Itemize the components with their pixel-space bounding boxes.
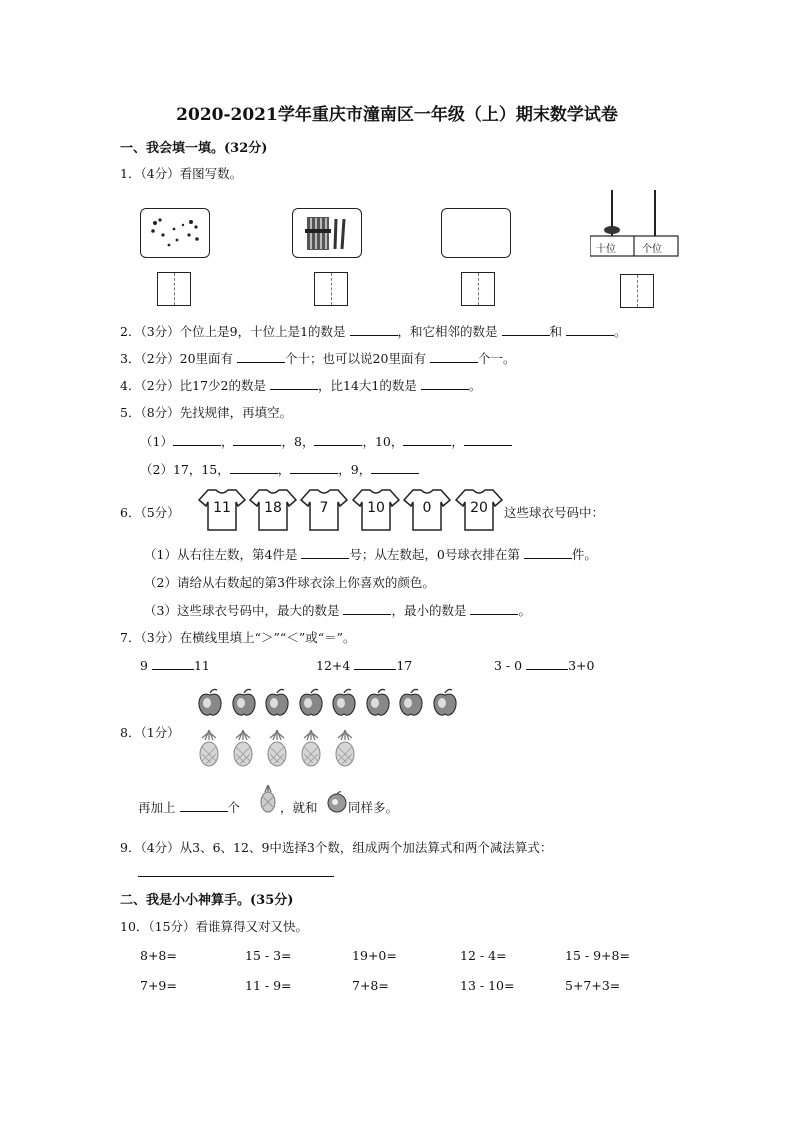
q8-c: ，就和 — [280, 800, 318, 815]
answer-box-4[interactable] — [620, 274, 654, 308]
q2-blank-2[interactable] — [502, 322, 550, 336]
question-7: 7．（3分）在横线里填上“＞”“＜”或“＝”。 — [120, 630, 356, 645]
q5-l1-blank-5[interactable] — [464, 432, 512, 446]
q7-blank-2[interactable] — [354, 656, 396, 670]
pineapple-icon — [258, 783, 278, 817]
q5-line1-prefix: （1） — [140, 434, 173, 449]
question-1: 1．（4分）看图写数。 — [120, 166, 243, 181]
q4-blank-1[interactable] — [270, 376, 318, 390]
shirt-icon — [300, 488, 348, 532]
q7-item-1 — [140, 656, 210, 673]
q5-l2-blank-3[interactable] — [371, 460, 419, 474]
q5-l1-blank-2[interactable] — [233, 432, 281, 446]
q7-blank-1[interactable] — [152, 656, 194, 670]
apple-icon — [230, 688, 258, 722]
abacus-picture — [590, 188, 680, 258]
calc-item: 12 - 4= — [460, 948, 507, 963]
abacus-label-tens: 十位 — [596, 244, 616, 255]
shirt-number: 11 — [213, 500, 231, 516]
question-3 — [120, 349, 515, 367]
question-9: 9．（4分）从3、6、12、9中选择3个数，组成两个加法算式和两个减法算式： — [120, 840, 553, 855]
q7-blank-3[interactable] — [526, 656, 568, 670]
sticks-picture — [292, 208, 362, 258]
apple-icon — [431, 688, 459, 722]
q3-text: 3．（2分）20里面有 — [120, 351, 234, 366]
section-heading-1: 一、我会填一填。(32分) — [120, 141, 268, 156]
q5-l2-n1: 17，15， — [172, 462, 230, 477]
pineapple-icon — [196, 728, 222, 772]
page-title: 2020-2021学年重庆市潼南区一年级（上）期末数学试卷 — [176, 105, 618, 125]
q5-l1-n1: 8 — [293, 434, 302, 449]
shirt-number: 0 — [422, 500, 432, 516]
q2-end: 。 — [614, 324, 627, 339]
q5-line-2: （2）17，15， ， ，9， — [140, 460, 419, 478]
q6-blank-3[interactable] — [343, 601, 391, 615]
q6-sub-1 — [144, 545, 597, 563]
pineapple-icon — [264, 728, 290, 772]
q3-mid: 个十；也可以说20里面有 — [285, 351, 426, 366]
question-4 — [120, 376, 481, 394]
pineapple-icon — [332, 728, 358, 772]
q6-blank-4[interactable] — [470, 601, 518, 615]
q2-blank-1[interactable] — [350, 322, 398, 336]
q9-answer-line[interactable] — [138, 876, 334, 877]
q6-s1c: 件。 — [571, 547, 597, 562]
q4-mid: ，比14大1的数是 — [318, 378, 417, 393]
apple-icon — [397, 688, 425, 722]
section-heading-2: 二、我是小小神算手。(35分) — [120, 893, 294, 908]
q7-right: 3+0 — [568, 658, 595, 673]
q6-blank-1[interactable] — [301, 545, 349, 559]
answer-box-3[interactable] — [461, 272, 495, 306]
shirt-icon — [249, 488, 297, 532]
q7-left: 3 - 0 — [494, 658, 523, 673]
calc-item: 8+8= — [140, 948, 177, 963]
answer-box-1[interactable] — [157, 272, 191, 306]
q2-text: 2．（3分）个位上是9，十位上是1的数是 — [120, 324, 346, 339]
q8-d: 同样多。 — [348, 800, 399, 815]
q3-end: 个一。 — [477, 351, 516, 366]
shirt-icon — [403, 488, 451, 532]
dots-picture — [140, 208, 210, 258]
q6-s3a: （3）这些球衣号码中，最大的数是 — [144, 603, 340, 618]
q3-blank-2[interactable] — [430, 349, 478, 363]
shirt-number: 18 — [264, 500, 282, 516]
calc-item: 15 - 3= — [245, 948, 292, 963]
apple-icon — [326, 791, 348, 817]
q6-blank-2[interactable] — [524, 545, 572, 559]
apple-icon — [263, 688, 291, 722]
q7-right: 17 — [396, 658, 413, 673]
calc-item: 11 - 9= — [245, 978, 292, 993]
calc-item: 7+9= — [140, 978, 177, 993]
calc-item: 15 - 9+8= — [565, 948, 630, 963]
shirt-number: 20 — [470, 500, 488, 516]
q8-blank[interactable] — [180, 798, 228, 812]
pineapple-icon — [230, 728, 256, 772]
q5-l2-blank-1[interactable] — [230, 460, 278, 474]
q8-a: 再加上 — [138, 800, 176, 815]
q7-left: 9 — [140, 658, 148, 673]
apple-icon — [297, 688, 325, 722]
q5-line2-prefix: （2） — [140, 462, 173, 477]
q7-right: 11 — [193, 658, 210, 673]
q5-l2-n2: 9 — [350, 462, 359, 477]
q4-end: 。 — [468, 378, 482, 393]
q7-item-2 — [316, 656, 412, 673]
apple-icon — [330, 688, 358, 722]
q3-blank-1[interactable] — [237, 349, 285, 363]
q6-s1b: 号；从左数起，0号球衣排在第 — [349, 547, 520, 562]
apple-icon — [196, 688, 224, 722]
q6-s1a: （1）从右往左数，第4件是 — [144, 547, 298, 562]
q8-answer-line — [138, 798, 240, 816]
q5-l2-blank-2[interactable] — [290, 460, 338, 474]
calc-item: 5+7+3= — [565, 978, 621, 993]
q7-item-3 — [494, 656, 594, 673]
q7-left: 12+4 — [316, 658, 351, 673]
q6-s3c: 。 — [518, 603, 531, 618]
q5-l1-blank-4[interactable] — [403, 432, 451, 446]
q6-sub-2: （2）请给从右数起的第3件球衣涂上你喜欢的颜色。 — [144, 575, 435, 590]
q4-blank-2[interactable] — [421, 376, 469, 390]
dots-icon — [141, 209, 209, 257]
q5-l1-blank-1[interactable] — [173, 432, 221, 446]
shirt-icon — [198, 488, 246, 532]
shirt-number: 7 — [319, 500, 329, 516]
question-5: 5．（8分）先找规律，再填空。 — [120, 405, 293, 420]
shirt-icon — [455, 488, 503, 532]
q2-mid: ，和它相邻的数是 — [397, 324, 498, 339]
pineapple-icon — [298, 728, 324, 772]
empty-picture — [441, 208, 511, 258]
question-2 — [120, 322, 627, 340]
q5-line-1: （1） ， ，8， ，10， ， — [140, 432, 512, 450]
q5-l1-blank-3[interactable] — [314, 432, 362, 446]
shirt-icon — [352, 488, 400, 532]
q6-sub-3 — [144, 601, 531, 619]
apple-icon — [364, 688, 392, 722]
q2-blank-3[interactable] — [566, 322, 614, 336]
calc-item: 13 - 10= — [460, 978, 515, 993]
sticks-icon — [293, 209, 361, 257]
shirt-number: 10 — [367, 500, 385, 516]
q4-text: 4．（2分）比17少2的数是 — [120, 378, 267, 393]
q6-s3b: ，最小的数是 — [391, 603, 467, 618]
q5-l1-n2: 10 — [374, 434, 391, 449]
question-10: 10．（15分）看谁算得又对又快。 — [120, 919, 309, 934]
q8-b: 个 — [227, 800, 241, 815]
q6-tail: 这些球衣号码中： — [504, 505, 605, 520]
calc-item: 7+8= — [352, 978, 389, 993]
abacus-label-ones: 个位 — [642, 244, 662, 255]
question-8-label: 8．（1分） — [120, 725, 180, 740]
q2-and: 和 — [549, 324, 563, 339]
question-6-label: 6．（5分） — [120, 505, 180, 520]
answer-box-2[interactable] — [314, 272, 348, 306]
calc-item: 19+0= — [352, 948, 397, 963]
